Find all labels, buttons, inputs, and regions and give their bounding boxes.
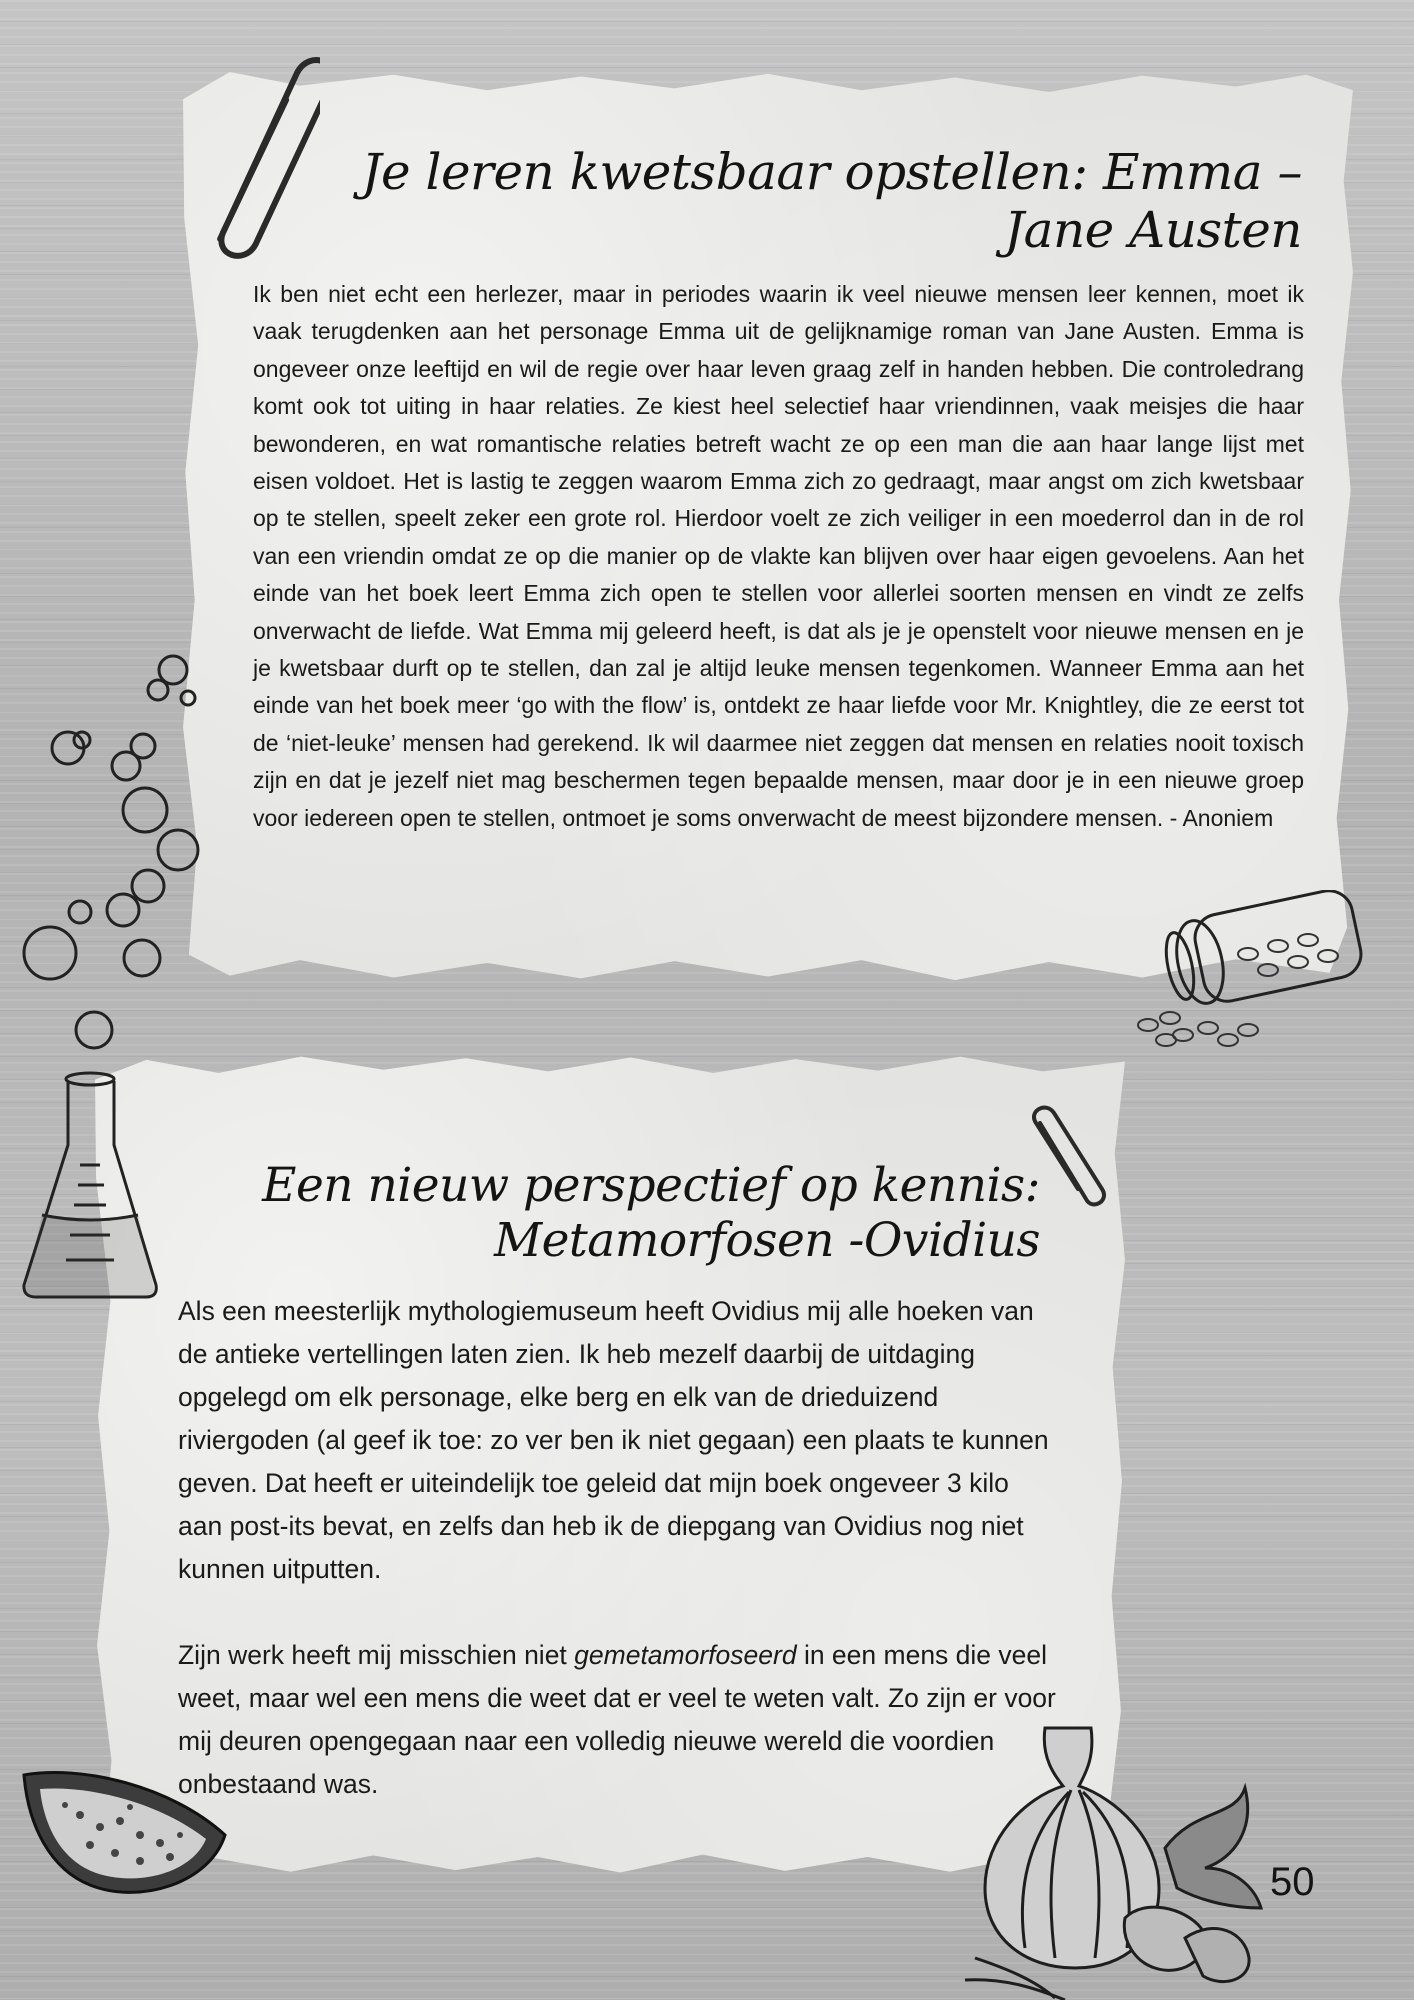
paragraph-text: Zijn werk heeft mij misschien niet [178,1640,575,1670]
article-body-metamorfosen [178,1290,1058,1806]
paragraph-text: in een mens die veel weet, maar wel een mens die weet dat er veel te weten valt. Zo zijn er voor mij deuren opengegaan naar een volledig nieuwe wereld die voordien onbestaand was. [178,1640,1056,1799]
page-number: 50 [1270,1860,1315,1904]
article-body-emma: Ik ben niet echt een herlezer, maar in periodes waarin ik veel nieuwe mensen leer kennen, moet ik vaak terugdenken aan het personage Emma uit de gelijknamige roman van Jane Austen. Emma is ongeveer onze leeftijd en wil de regie over haar leven graag zelf in handen hebben. Die controledrang komt ook tot uiting in haar relaties. Ze kiest heel selectief haar vriendinnen, vaak meisjes die haar bewonderen, en wat romantische relaties betreft wacht ze op een man die aan haar lange lijst met eisen voldoet. Het is lastig te zeggen waarom Emma zich zo gedraagt, maar angst om zich kwetsbaar op te stellen, speelt zeker een grote rol. Hierdoor voelt ze zich veiliger in een moederrol dan in de rol van een vriendin omdat ze op die manier op de vlakte kan blijven over haar eigen gevoelens. Aan het einde van het boek leert Emma zich open te stellen voor allerlei soorten mensen en vindt ze zelfs onverwacht de liefde. Wat Emma mij geleerd heeft, is dat als je je openstelt voor nieuwe mensen en je je kwetsbaar durft op te stellen, dan zal je altijd leuke mensen tegenkomen. Wanneer Emma aan het einde van het boek meer ‘go with the flow’ is, ontdekt ze haar liefde voor Mr. Knightley, die ze eerst tot de ‘niet-leuke’ mensen had gerekend. Ik wil daarmee niet zeggen dat mensen en relaties nooit toxisch zijn en dat je jezelf niet mag beschermen tegen bepaalde mensen, maar door je in een nieuwe groep voor iedereen open te stellen, ontmoet je soms onverwacht de meest bijzondere mensen. - Anoniem [253,281,1304,831]
spilled-pill-bottle-icon [1128,890,1388,1060]
article-title-metamorfosen: Een nieuw perspectief op kennis: Metamorfosen -Ovidius [262,1158,1040,1268]
article-paragraph [178,1634,1058,1806]
emphasized-word: gemetamorfoseerd [574,1640,797,1670]
article-title-emma: Je leren kwetsbaar opstellen: Emma – Jane Austen [361,143,1302,259]
bubbles-illustration [18,648,218,1058]
article-paragraph: Als een meesterlijk mythologiemuseum heeft Ovidius mij alle hoeken van de antieke vertellingen laten zien. Ik heb mezelf daarbij de uitdaging opgelegd om elk personage, elke berg en elk van de drieduizend riviergoden (al geef ik toe: zo ver ben ik niet gegaan) een plaats te kunnen geven. Dat heeft er uiteindelijk toe geleid dat mijn boek ongeveer 3 kilo aan post-its bevat, en zelfs dan heb ik de diepgang van Ovidius nog niet kunnen uitputten. [178,1296,1049,1584]
